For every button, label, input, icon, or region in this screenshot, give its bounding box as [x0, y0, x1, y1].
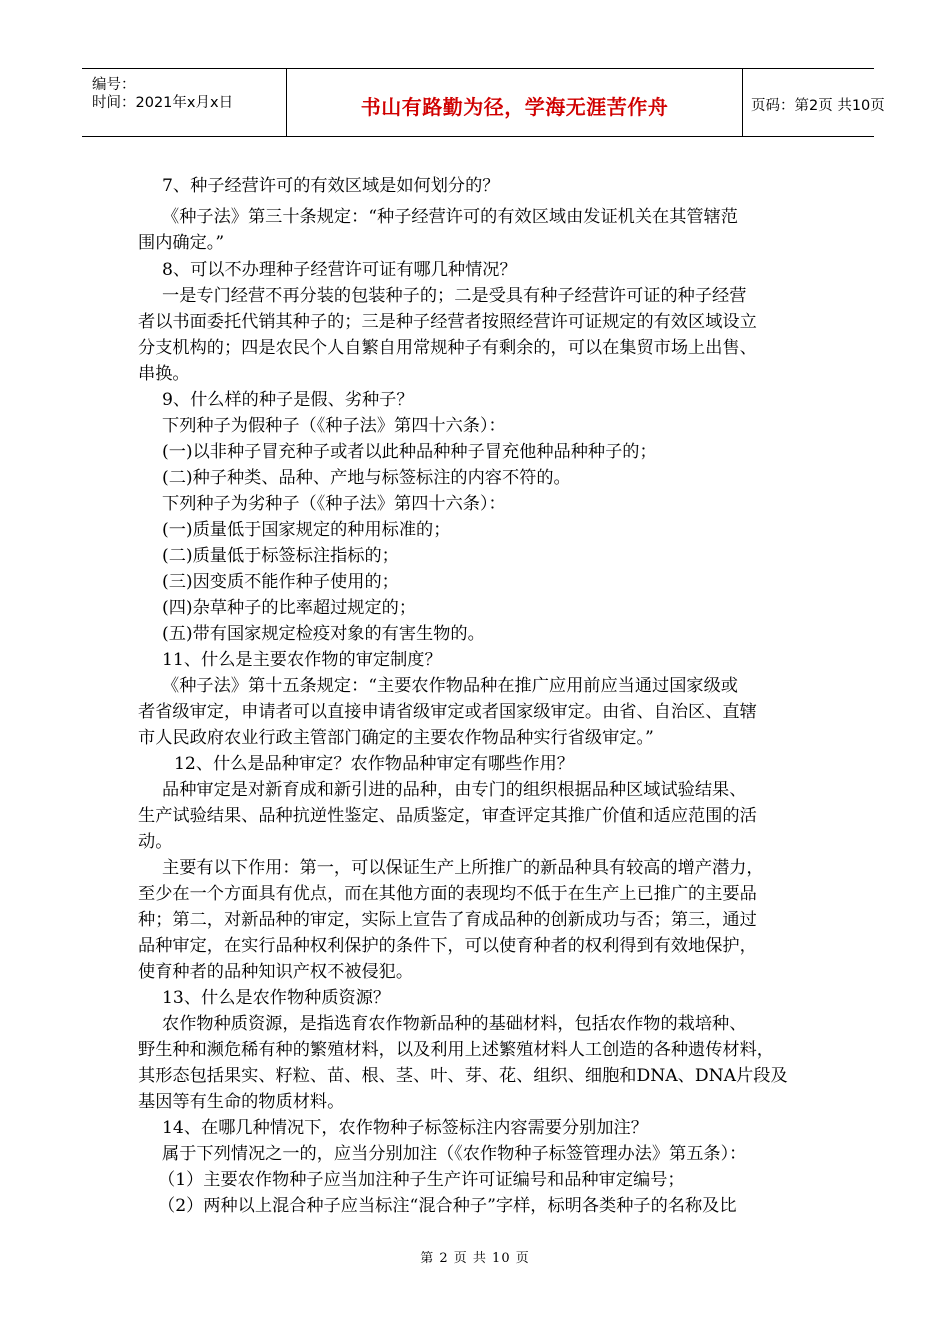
paragraph-line: 围内确定。” [138, 233, 225, 253]
header-info-cell [82, 69, 286, 136]
header-page-cell [743, 69, 885, 136]
list-item: (五)带有国家规定检疫对象的有害生物的。 [162, 624, 485, 644]
page-footer: 第 2 页 共 10 页 [420, 1251, 530, 1266]
time-label: 时间：2021年x月x日 [92, 95, 234, 111]
header-table [82, 68, 885, 137]
paragraph-line: 主要有以下作用：第一，可以保证生产上所推广的新品种具有较高的增产潜力， [162, 858, 764, 878]
paragraph-line: 《种子法》第三十条规定：“种子经营许可的有效区域由发证机关在其管辖范 [162, 207, 738, 227]
list-item: (四)杂草种子的比率超过规定的； [162, 598, 417, 618]
paragraph-line: 者省级审定，申请者可以直接申请省级审定或者国家级审定。由省、自治区、直辖 [138, 702, 757, 722]
paragraph-line: 下列种子为假种子（《种子法》第四十六条）： [162, 416, 506, 436]
paragraph-line: 串换。 [138, 364, 190, 384]
question-heading: 13、什么是农作物种质资源？ [162, 988, 391, 1008]
paragraph-line: 使育种者的品种知识产权不被侵犯。 [138, 962, 414, 982]
paragraph-line: 基因等有生命的物质材料。 [138, 1092, 345, 1112]
question-heading: 14、在哪几种情况下，农作物种子标签标注内容需要分别加注？ [162, 1118, 648, 1138]
question-heading: 11、什么是主要农作物的审定制度？ [162, 650, 442, 670]
motto: 书山有路勤为径，学海无涯苦作舟 [360, 95, 669, 119]
list-item: （2）两种以上混合种子应当标注“混合种子”字样，标明各类种子的名称及比 [158, 1196, 737, 1216]
paragraph-line: 至少在一个方面具有优点，而在其他方面的表现均不低于在生产上已推广的主要品 [138, 884, 757, 904]
list-item: (二)质量低于标签标注指标的； [162, 546, 399, 566]
question-heading: 9、什么样的种子是假、劣种子？ [162, 390, 414, 410]
paragraph-line: 农作物种质资源，是指选育农作物新品种的基础材料，包括农作物的栽培种、 [162, 1014, 747, 1034]
question-heading: 12、什么是品种审定？农作物品种审定有哪些作用？ [174, 754, 574, 774]
question-heading: 7、种子经营许可的有效区域是如何划分的？ [162, 176, 500, 196]
list-item: (二)种子种类、品种、产地与标签标注的内容不符的。 [162, 468, 571, 488]
number-label: 编号： [92, 77, 136, 93]
header-motto-cell [286, 69, 743, 136]
paragraph-line: 野生种和濒危稀有种的繁殖材料，以及利用上述繁殖材料人工创造的各种遗传材料， [138, 1040, 774, 1060]
paragraph-line: 者以书面委托代销其种子的；三是种子经营者按照经营许可证规定的有效区域设立 [138, 312, 757, 332]
paragraph-line: 生产试验结果、品种抗逆性鉴定、品质鉴定，审查评定其推广价值和适应范围的活 [138, 806, 757, 826]
paragraph-line: 种；第二，对新品种的审定，实际上宣告了育成品种的创新成功与否；第三，通过 [138, 910, 757, 930]
page-label: 页码：第2页 共10页 [751, 98, 885, 114]
paragraph-line: 分支机构的；四是农民个人自繁自用常规种子有剩余的，可以在集贸市场上出售、 [138, 338, 757, 358]
paragraph-line: 动。 [138, 832, 173, 852]
paragraph-line: 属于下列情况之一的，应当分别加注（《农作物种子标签管理办法》第五条）： [162, 1144, 747, 1164]
paragraph-line: 一是专门经营不再分装的包装种子的；二是受具有种子经营许可证的种子经营 [162, 286, 747, 306]
paragraph-line: 品种审定，在实行品种权利保护的条件下，可以使育种者的权利得到有效地保护， [138, 936, 757, 956]
paragraph-line: 品种审定是对新育成和新引进的品种，由专门的组织根据品种区域试验结果、 [162, 780, 747, 800]
question-heading: 8、可以不办理种子经营许可证有哪几种情况？ [162, 260, 517, 280]
paragraph-line: 下列种子为劣种子（《种子法》第四十六条）： [162, 494, 506, 514]
list-item: (一)以非种子冒充种子或者以此种品种种子冒充他种品种种子的； [162, 442, 657, 462]
paragraph-line: 《种子法》第十五条规定：“主要农作物品种在推广应用前应当通过国家级或 [162, 676, 738, 696]
paragraph-line: 市人民政府农业行政主管部门确定的主要农作物品种实行省级审定。” [138, 728, 654, 748]
list-item: (三)因变质不能作种子使用的； [162, 572, 399, 592]
list-item: （1）主要农作物种子应当加注种子生产许可证编号和品种审定编号； [158, 1170, 685, 1190]
list-item: (一)质量低于国家规定的种用标准的； [162, 520, 451, 540]
paragraph-line: 其形态包括果实、籽粒、苗、根、茎、叶、芽、花、组织、细胞和DNA、DNA片段及 [138, 1066, 788, 1086]
